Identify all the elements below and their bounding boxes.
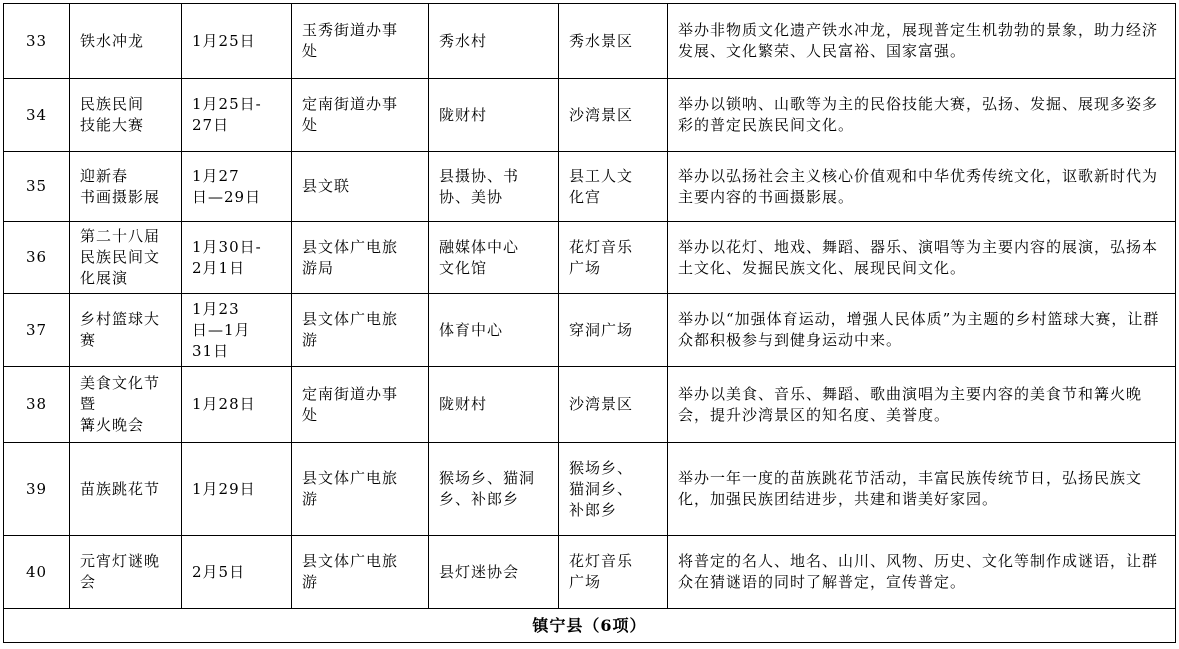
table-row (4, 222, 1176, 294)
co-organizer-cell: 猴场乡、猫洞 乡、补郎乡 (429, 443, 559, 536)
venue-cell: 秀水景区 (559, 4, 668, 79)
description-cell: 举办以“加强体育运动，增强人民体质”为主题的乡村篮球大赛，让群众都积极参与到健身运动中来。 (668, 294, 1176, 367)
row-number-cell: 34 (4, 79, 70, 152)
table-row (4, 4, 1176, 79)
organizer-cell: 县文体广电旅 游 (292, 443, 429, 536)
table-row (4, 294, 1176, 367)
activity-date-cell: 1月27 日—29日 (182, 152, 292, 222)
organizer-cell: 县文体广电旅 游局 (292, 222, 429, 294)
activity-name-cell: 铁水冲龙 (70, 4, 182, 79)
description-cell: 举办以弘扬社会主义核心价值观和中华优秀传统文化，讴歌新时代为主要内容的书画摄影展。 (668, 152, 1176, 222)
row-number-cell: 35 (4, 152, 70, 222)
venue-cell: 花灯音乐 广场 (559, 222, 668, 294)
description-cell: 举办一年一度的苗族跳花节活动，丰富民族传统节日，弘扬民族文化，加强民族团结进步，共建和谐美好家园。 (668, 443, 1176, 536)
events-table (3, 3, 1176, 643)
description-cell: 举办以美食、音乐、舞蹈、歌曲演唱为主要内容的美食节和篝火晚会，提升沙湾景区的知名度、美誉度。 (668, 367, 1176, 443)
venue-cell: 花灯音乐 广场 (559, 536, 668, 609)
venue-cell: 县工人文 化宫 (559, 152, 668, 222)
organizer-cell: 玉秀街道办事 处 (292, 4, 429, 79)
co-organizer-cell: 融媒体中心 文化馆 (429, 222, 559, 294)
co-organizer-cell: 体育中心 (429, 294, 559, 367)
venue-cell: 沙湾景区 (559, 79, 668, 152)
county-footer-row (4, 609, 1176, 643)
activity-date-cell: 1月29日 (182, 443, 292, 536)
activity-name-cell: 第二十八届 民族民间文 化展演 (70, 222, 182, 294)
events-table-body (4, 4, 1176, 609)
description-cell: 举办以锁呐、山歌等为主的民俗技能大赛，弘扬、发掘、展现多姿多彩的普定民族民间文化。 (668, 79, 1176, 152)
organizer-cell: 定南街道办事 处 (292, 79, 429, 152)
activity-date-cell: 1月30日- 2月1日 (182, 222, 292, 294)
organizer-cell: 县文体广电旅 游 (292, 536, 429, 609)
table-row (4, 152, 1176, 222)
table-row (4, 536, 1176, 609)
row-number-cell: 36 (4, 222, 70, 294)
organizer-cell: 定南街道办事 处 (292, 367, 429, 443)
activity-date-cell: 1月25日- 27日 (182, 79, 292, 152)
table-row (4, 79, 1176, 152)
row-number-cell: 39 (4, 443, 70, 536)
activity-name-cell: 元宵灯谜晚 会 (70, 536, 182, 609)
description-cell: 举办非物质文化遗产铁水冲龙，展现普定生机勃勃的景象，助力经济发展、文化繁荣、人民富裕、国家富强。 (668, 4, 1176, 79)
activity-date-cell: 1月25日 (182, 4, 292, 79)
table-row (4, 443, 1176, 536)
description-cell: 将普定的名人、地名、山川、风物、历史、文化等制作成谜语，让群众在猜谜语的同时了解普定，宣传普定。 (668, 536, 1176, 609)
activity-name-cell: 民族民间 技能大赛 (70, 79, 182, 152)
co-organizer-cell: 陇财村 (429, 367, 559, 443)
activity-date-cell: 1月23 日—1月 31日 (182, 294, 292, 367)
activity-date-cell: 1月28日 (182, 367, 292, 443)
venue-cell: 猴场乡、 猫洞乡、 补郎乡 (559, 443, 668, 536)
venue-cell: 沙湾景区 (559, 367, 668, 443)
venue-cell: 穿洞广场 (559, 294, 668, 367)
organizer-cell: 县文联 (292, 152, 429, 222)
row-number-cell: 38 (4, 367, 70, 443)
co-organizer-cell: 县摄协、书 协、美协 (429, 152, 559, 222)
co-organizer-cell: 陇财村 (429, 79, 559, 152)
co-organizer-cell: 县灯迷协会 (429, 536, 559, 609)
description-cell: 举办以花灯、地戏、舞蹈、器乐、演唱等为主要内容的展演，弘扬本土文化、发掘民族文化、展现民间文化。 (668, 222, 1176, 294)
row-number-cell: 40 (4, 536, 70, 609)
activity-name-cell: 美食文化节 暨 篝火晚会 (70, 367, 182, 443)
county-footer: 镇宁县（6项） (4, 609, 1176, 643)
activity-name-cell: 苗族跳花节 (70, 443, 182, 536)
activity-name-cell: 迎新春 书画摄影展 (70, 152, 182, 222)
activity-date-cell: 2月5日 (182, 536, 292, 609)
row-number-cell: 37 (4, 294, 70, 367)
organizer-cell: 县文体广电旅 游 (292, 294, 429, 367)
co-organizer-cell: 秀水村 (429, 4, 559, 79)
activity-name-cell: 乡村篮球大 赛 (70, 294, 182, 367)
row-number-cell: 33 (4, 4, 70, 79)
table-row (4, 367, 1176, 443)
